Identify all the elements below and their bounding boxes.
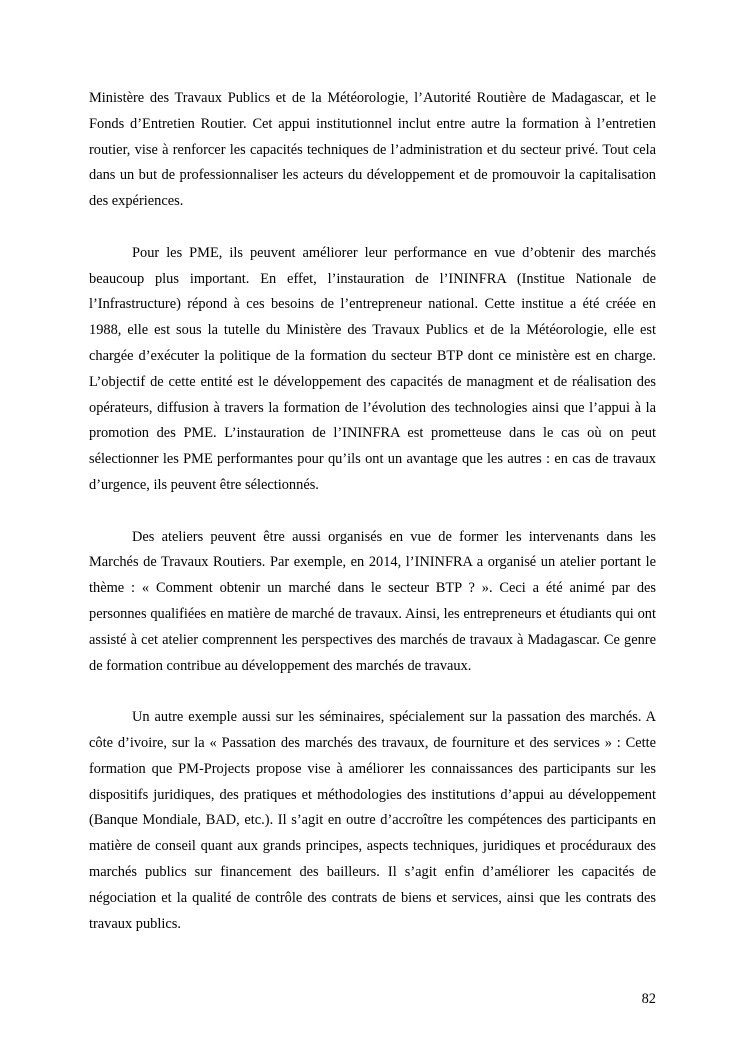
paragraph-spacer xyxy=(89,499,656,525)
paragraph-spacer xyxy=(89,679,656,705)
paragraph-pme: Pour les PME, ils peuvent améliorer leur performance en vue d’obtenir des marchés beaucoup plus important. En effet, l’instauration de l’ININFRA (Institue Nationale de l’Infrastructure) répond à ces besoins de l’entrepreneur national. Cette institue a été créée en 1988, elle est sous la tutelle du Ministère des Travaux Publics et de la Météorologie, elle est chargée d’exécuter la politique de la formation du secteur BTP dont ce ministère est en charge. L’objectif de cette entité est le développement des capacités de managment et de réalisation des opérateurs, diffusion à travers la formation de l’évolution des technologies ainsi que l’appui à la promotion des PME. L’instauration de l’ININFRA est prometteuse dans le cas où on peut sélectionner les PME performantes pour qu’ils ont un avantage que les autres : en cas de travaux d’urgence, ils peuvent être sélectionnés. xyxy=(89,244,656,493)
paragraph-seminaires: Un autre exemple aussi sur les séminaires, spécialement sur la passation des marchés. A côte d’ivoire, sur la « Passation des marchés des travaux, de fourniture et des services » : Cette formation que PM-Projects propose vise à améliorer les connaissances des participants sur les dispositifs juridiques, des pratiques et méthodologies des institutions d’appui au développement (Banque Mondiale, BAD, etc.). Il s’agit en outre d’accroître les compétences des participants en matière de conseil quant aux grands principes, aspects techniques, juridiques et procéduraux des marchés publics sur financement des bailleurs. Il s’agit enfin d’améliorer les capacités de négociation et la qualité de contrôle des contrats de biens et services, ainsi que les contrats des travaux publics. xyxy=(89,709,656,932)
document-body xyxy=(89,86,656,937)
paragraph-continuation: Ministère des Travaux Publics et de la Météorologie, l’Autorité Routière de Madagascar, et le Fonds d’Entretien Routier. Cet appui institutionnel inclut entre autre la formation à l’entretien routier, vise à renforcer les capacités techniques de l’administration et du secteur privé. Tout cela dans un but de professionnaliser les acteurs du développement et de promouvoir la capitalisation des expériences. xyxy=(89,90,656,210)
paragraph-spacer xyxy=(89,215,656,241)
paragraph-ateliers: Des ateliers peuvent être aussi organisés en vue de former les intervenants dans les Marchés de Travaux Routiers. Par exemple, en 2014, l’ININFRA a organisé un atelier portant le thème : « Comment obtenir un marché dans le secteur BTP ? ». Ceci a été animé par des personnes qualifiées en matière de marché de travaux. Ainsi, les entrepreneurs et étudiants qui ont assisté à cet atelier comprennent les perspectives des marchés de travaux à Madagascar. Ce genre de formation contribue au développement des marchés de travaux. xyxy=(89,528,656,674)
page-number: 82 xyxy=(641,991,656,1007)
